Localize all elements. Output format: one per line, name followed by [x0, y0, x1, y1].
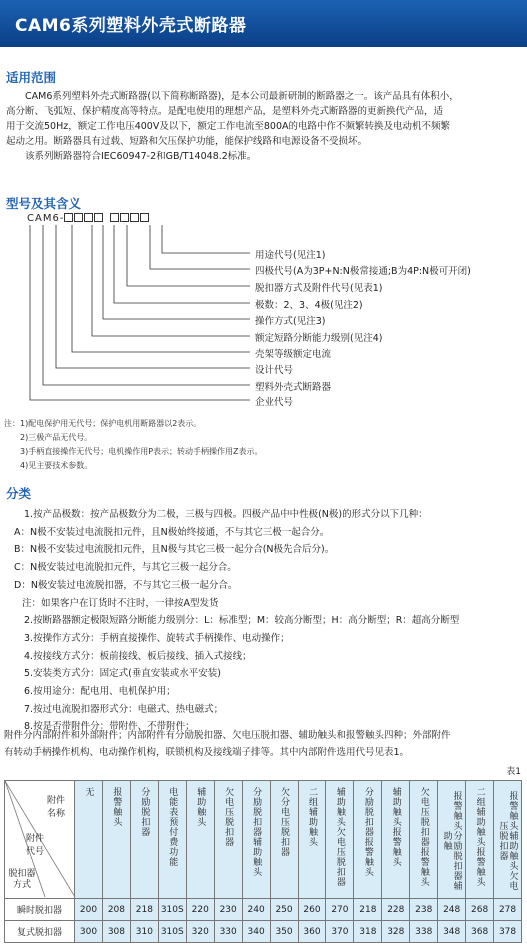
column-header-label: 二组辅助触头: [306, 787, 317, 847]
column-header-label: 欠电压脱扣器: [223, 787, 234, 847]
column-header-label: 无: [83, 787, 94, 797]
row-label: 瞬时脱扣器: [5, 899, 75, 921]
code-box: [84, 213, 93, 222]
row-label: 复式脱扣器: [5, 921, 75, 943]
scope-line: 起动之用。断路器具有过载、短路和欠压保护功能，能保护线路和电源设备不受损坏。: [6, 136, 368, 147]
note-line: 4)见主要技术参数。: [4, 461, 93, 470]
classification-item: A：N极不安装过电流脱扣元件，且N极始终接通，不与其它三极一起合分。: [14, 526, 330, 538]
table-cell: 200: [75, 899, 103, 921]
table-cell: 218: [354, 899, 382, 921]
classification-item: D：N极安装过电流脱扣器，不与其它三极一起分合。: [14, 579, 238, 591]
classification-item: 8.按是否带附件分：带附件、不带附件；: [24, 721, 195, 733]
table-header-row: [5, 781, 522, 899]
table-cell: 340: [242, 921, 270, 943]
column-header-label: 二组辅助触头报警触头: [474, 787, 485, 887]
code-box: [94, 213, 103, 222]
scope-line: CAM6系列塑料外壳式断路器(以下简称断路器)，是本公司最新研制的断路器之一。该产品具有体积小，: [6, 91, 459, 102]
table-column-header: [186, 781, 214, 899]
table-cell: 220: [186, 899, 214, 921]
column-header-label: 辅助触头报警触头: [390, 787, 401, 867]
table-cell: 260: [298, 899, 326, 921]
note-line: 3)手柄直接操作无代号；电机操作用P表示；转动手柄操作用Z表示。: [4, 447, 263, 456]
classification-item: 3.按操作方式分：手柄直接操作、旋转式手柄操作、电动操作；: [24, 632, 290, 644]
accessory-text: [4, 727, 524, 761]
table-cell: 238: [410, 899, 438, 921]
table-cell: 310S: [158, 921, 186, 943]
table-column-header: [158, 781, 186, 899]
scope-line: 该系列断路器符合IEC60947-2和GB/T14048.2标准。: [6, 151, 257, 162]
table-cell: 300: [75, 921, 103, 943]
table-column-header: [270, 781, 298, 899]
classification-item: 注：如果客户在订货时不注时，一律按A型发货: [22, 597, 219, 609]
code-box: [130, 213, 139, 222]
column-header-label: 报警触头分励脱扣器辅助触: [441, 791, 462, 891]
column-header-label: 分励脱扣器辅助触头: [251, 787, 262, 877]
scope-line: 高分断、飞弧短、保护精度高等特点。是配电使用的理想产品，是塑料外壳式断路器的更新换代产品，适: [6, 106, 444, 117]
table-cell: 328: [382, 921, 410, 943]
table-cell: 248: [438, 899, 466, 921]
table-cell: 250: [270, 899, 298, 921]
model-label-company: 企业代号: [255, 397, 294, 408]
model-label-mccb: 塑料外壳式断路器: [255, 382, 332, 393]
model-label-breaking: 额定短路分断能力级别(见注4): [255, 333, 383, 344]
model-label-four-pole: 四极代号(A为3P+N:N极常接通;B为4P:N极可开闭): [255, 266, 471, 277]
model-label-frame: 壳架等级额定电流: [255, 349, 332, 360]
column-header-label: 辅助触头: [195, 787, 206, 827]
table-column-header: [298, 781, 326, 899]
table-cell: 318: [354, 921, 382, 943]
model-label-design: 设计代号: [255, 365, 294, 376]
model-label-operation: 操作方式(见注3): [255, 316, 326, 327]
model-code-prefix: CAM6-: [27, 213, 65, 224]
scope-line: 用于交流50Hz，额定工作电压400V及以下，额定工作电流至800A的电路中作不频繁转换及电动机不频繁: [6, 121, 450, 132]
table-cell: 338: [410, 921, 438, 943]
classification-item: C：N极安装过电流脱扣元件，与其它三极一起分合。: [14, 562, 237, 574]
table-cell: 240: [242, 899, 270, 921]
table-cell: 360: [298, 921, 326, 943]
note-line: 注：1)配电保护用无代号；保护电机用断路器以2表示。: [4, 419, 202, 428]
scope-text: [6, 89, 522, 164]
classification-title: 分类: [6, 486, 32, 501]
table-column-header: [354, 781, 382, 899]
table-label: 表1: [506, 767, 521, 777]
corner-bottom-label: [7, 869, 37, 891]
table-row: [5, 899, 522, 921]
table-column-header: [102, 781, 130, 899]
table-corner-cell: [5, 781, 75, 899]
model-label-poles: 极数：2、3、4极(见注2): [255, 300, 363, 311]
code-box: [120, 213, 129, 222]
column-header-label: 辅助触头欠电压脱扣器: [334, 787, 345, 887]
table-cell: 330: [214, 921, 242, 943]
model-notes: [4, 417, 263, 473]
table-cell: 218: [130, 899, 158, 921]
column-header-label: 报警触头: [111, 787, 122, 827]
corner-bottom-text: 脱扣器方式: [8, 869, 36, 890]
table-column-header: [382, 781, 410, 899]
note-line: 2)三极产品无代号。: [4, 433, 93, 442]
table-cell: 278: [494, 899, 522, 921]
classification-item: 7.按过电流脱扣器形式分：电磁式、热电磁式；: [24, 703, 224, 715]
classification-item: 1.按产品极数：按产品极数分为二极，三极与四极。四极产品中中性极(N极)的形式分以下几种：: [24, 509, 428, 520]
table-column-header: [75, 781, 103, 899]
table-row: [5, 921, 522, 943]
corner-mid-label: [23, 833, 47, 859]
table-column-header: [214, 781, 242, 899]
model-label-trip: 脱扣器方式及附件代号(见表1): [255, 283, 383, 294]
accessory-line: 附件分内部附件和外部附件；内部附件有分励脱扣器、欠电压脱扣器、辅助触头和报警触头四种；外部附件: [4, 730, 451, 741]
column-header-label: 分励脱扣器报警触头: [362, 787, 373, 877]
header-bar: [0, 0, 527, 47]
table-cell: 378: [494, 921, 522, 943]
classification-item: 6.按用途分：配电用、电机保护用；: [24, 686, 176, 698]
table-cell: 228: [382, 899, 410, 921]
table-cell: 270: [326, 899, 354, 921]
column-header-label: 欠电压脱扣器报警触头: [418, 787, 429, 887]
table-cell: 208: [102, 899, 130, 921]
corner-mid-text: 附件代号: [25, 834, 44, 857]
classification-item: 5.安装类方式分：固定式(垂直安装或水平安装): [24, 668, 221, 680]
column-header-label: 电能表预付费功能: [167, 787, 178, 867]
model-title: 型号及其含义: [6, 196, 82, 211]
accessory-line: 有转动手柄操作机构、电动操作机构，联锁机构及接线端子排等。其中内部附件选用代号见表1。: [4, 747, 410, 758]
table-column-header: [466, 781, 494, 899]
table-cell: 348: [438, 921, 466, 943]
table-column-header: [130, 781, 158, 899]
code-box: [110, 213, 119, 222]
table-cell: 368: [466, 921, 494, 943]
code-box: [64, 213, 73, 222]
model-label-usage: 用途代号(见注1): [255, 250, 326, 261]
code-box: [74, 213, 83, 222]
table-column-header: [242, 781, 270, 899]
table-column-header: [494, 781, 522, 899]
table-cell: 310: [130, 921, 158, 943]
table-cell: 350: [270, 921, 298, 943]
scope-title: 适用范围: [6, 70, 57, 85]
page-title: CAM6系列塑料外壳式断路器: [15, 16, 247, 36]
table-cell: 230: [214, 899, 242, 921]
accessory-code-table: [4, 780, 522, 943]
column-header-label: 分励脱扣器: [139, 787, 150, 837]
corner-top-label: [41, 795, 71, 821]
classification-list: [14, 506, 459, 736]
table-cell: 310S: [158, 899, 186, 921]
classification-item: 4.按接线方式分：板前接线、板后接线、插入式接线；: [24, 650, 252, 662]
table-cell: 308: [102, 921, 130, 943]
classification-item: 2.按断路器额定极限短路分断能力级别分：L：标准型；M：较高分断型；H：高分断型；R：超高分断型: [24, 615, 460, 627]
table-cell: 268: [466, 899, 494, 921]
corner-top-text: 附件名称: [46, 796, 65, 819]
column-header-label: 报警触头辅助触头欠电压脱扣器: [497, 791, 518, 891]
classification-item: B：N极不安装过电流脱扣元件，且N极与其它三极一起分合(N极先合后分)。: [14, 544, 335, 556]
model-code: [27, 213, 150, 224]
table-cell: 370: [326, 921, 354, 943]
table-column-header: [326, 781, 354, 899]
column-header-label: 欠分电压脱扣器: [279, 787, 290, 857]
table-column-header: [410, 781, 438, 899]
table-cell: 320: [186, 921, 214, 943]
code-box: [140, 213, 149, 222]
table-column-header: [438, 781, 466, 899]
